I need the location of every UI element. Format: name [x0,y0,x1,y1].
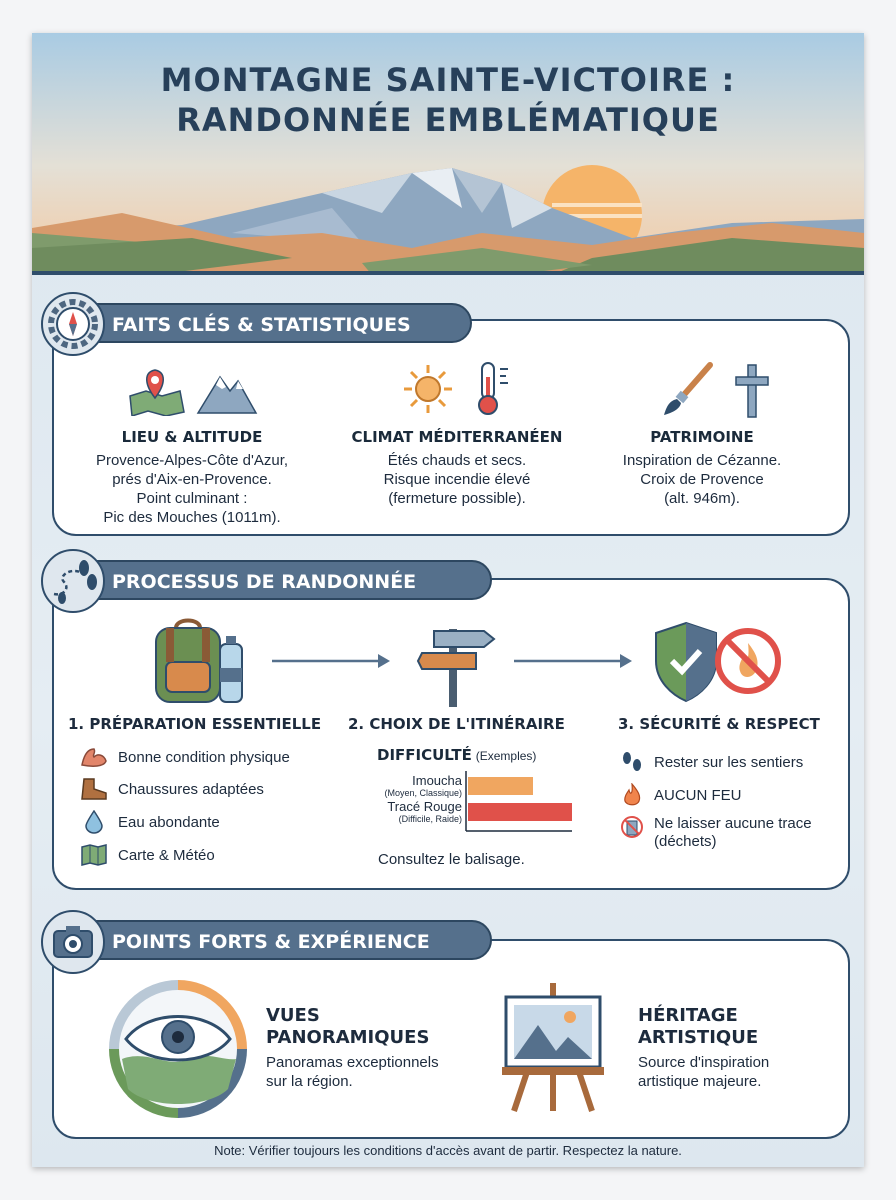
difficulty-bar-chart [332,769,572,841]
location-title: LIEU & ALTITUDE [121,428,263,446]
list-item-label: Carte & Météo [118,846,215,864]
step1-title: 1. PRÉPARATION ESSENTIELLE [68,715,322,733]
chart-category-label: Imoucha [412,773,462,788]
painting-easel-icon [498,979,608,1113]
list-item [80,745,290,769]
location-column [72,428,312,527]
map-pin-icon [128,366,188,416]
heritage-column [602,428,802,508]
list-item-label: AUCUN FEU [654,786,742,804]
process-heading: PROCESSUS DE RANDONNÉE [82,560,492,600]
arrow-icon [514,651,634,671]
chart-bar [468,803,572,821]
heritage-line: (alt. 946m). [664,490,740,507]
water-drop-icon [80,810,108,834]
fire-icon [620,783,644,807]
climate-title: CLIMAT MÉDITERRANÉEN [351,428,563,446]
climate-line: (fermeture possible). [388,490,526,507]
art-title [638,1005,758,1049]
sun-icon [402,363,454,415]
climate-line: Étés chauds et secs. [387,452,527,469]
climate-line: Risque incendie élevé [383,471,531,488]
map-icon [80,843,108,867]
paintbrush-icon [660,361,716,417]
views-title-line: PANORAMIQUES [266,1027,430,1048]
list-item [620,750,803,774]
heritage-title: PATRIMOINE [650,428,754,446]
chart-category-label: Tracé Rouge [387,799,462,814]
views-title-line: VUES [266,1005,320,1026]
chart-bar [468,777,533,795]
list-item-label: Rester sur les sentiers [654,753,804,771]
title-line-1: MONTAGNE SAINTE-VICTOIRE : [160,61,736,99]
list-item [80,777,264,801]
art-title-line: ARTISTIQUE [638,1027,759,1048]
thermometer-icon [476,359,512,417]
footprints-icon [620,750,644,774]
views-text-line: Panoramas exceptionnels [266,1054,439,1071]
list-item [620,815,812,851]
views-text-line: sur la région. [266,1073,353,1090]
hiking-boot-icon [80,777,108,801]
footsteps-trail-icon [40,548,106,614]
chart-category-note: (Difficile, Raide) [398,814,462,824]
list-item-label: Ne laisser aucune trace [654,815,812,832]
step3-title: 3. SÉCURITÉ & RESPECT [618,715,820,733]
location-line: Point culminant : [136,490,248,507]
no-litter-icon [620,815,644,839]
hero-banner [32,33,864,275]
chart-subtitle: (Exemples) [475,749,537,763]
chart-category-note: (Moyen, Classique) [384,788,462,798]
art-text-line: artistique majeure. [638,1073,762,1090]
location-line: Pic des Mouches (1011m). [103,509,281,526]
views-title [266,1005,429,1049]
list-item-label: Chaussures adaptées [118,780,264,798]
location-line: Provence-Alpes-Côte d'Azur, [95,452,289,469]
list-item-label: Bonne condition physique [118,748,290,766]
shield-no-fire-icon [652,621,782,703]
list-item-label: Eau abondante [118,813,220,831]
cross-icon [732,363,772,419]
arrow-icon [272,651,392,671]
art-title-line: HÉRITAGE [638,1005,738,1026]
heritage-line: Croix de Provence [640,471,764,488]
views-text [266,1053,439,1091]
heritage-line: Inspiration de Cézanne. [622,452,782,469]
signpost-icon [410,623,496,707]
step2-footer: Consultez le balisage. [378,851,525,868]
infographic-poster [32,33,864,1167]
panoramic-eye-icon [108,979,248,1119]
chart-title: DIFFICULTÉ [377,746,472,764]
list-item [620,783,742,807]
mountain-icon [196,363,258,415]
list-item-label: (déchets) [654,833,717,850]
difficulty-chart-title-row [377,746,536,764]
title-line-2: RANDONNÉE EMBLÉMATIQUE [176,101,720,139]
list-item [80,810,220,834]
location-line: prés d'Aix-en-Provence. [112,471,272,488]
facts-heading: FAITS CLÉS & STATISTIQUES [82,303,472,343]
camera-icon [40,909,106,975]
backpack-icon [148,618,248,704]
art-text [638,1053,769,1091]
list-item [80,843,215,867]
footer-note: Note: Vérifier toujours les conditions d'accès avant de partir. Respectez la nature. [214,1143,682,1158]
step2-title: 2. CHOIX DE L'ITINÉRAIRE [348,715,565,733]
climate-column [327,428,587,508]
highlights-heading: POINTS FORTS & EXPÉRIENCE [82,920,492,960]
compass-gear-icon [40,291,106,357]
art-text-line: Source d'inspiration [638,1054,770,1071]
muscle-arm-icon [80,745,108,769]
